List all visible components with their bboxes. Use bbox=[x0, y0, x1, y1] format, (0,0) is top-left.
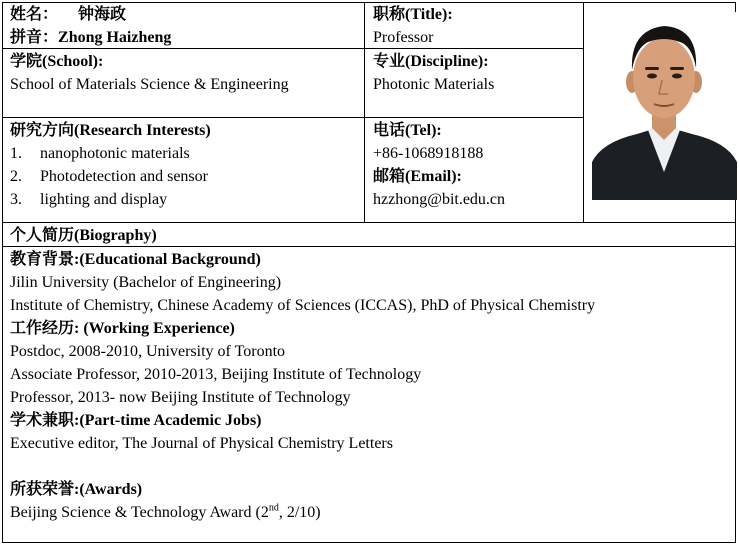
divider-row-2 bbox=[2, 117, 583, 118]
tel-value: +86-1068918188 bbox=[373, 145, 484, 162]
education-label: 教育背景:(Educational Background) bbox=[10, 251, 261, 268]
biography-heading-cell bbox=[10, 224, 157, 247]
discipline-value: Photonic Materials bbox=[373, 76, 495, 93]
education-item: Jilin University (Bachelor of Engineering) bbox=[10, 274, 282, 291]
research-item: 2. Photodetection and sensor bbox=[10, 168, 208, 185]
school-cell bbox=[10, 50, 289, 96]
school-label: 学院(School): bbox=[10, 53, 104, 70]
research-cell bbox=[10, 119, 211, 211]
parttime-label: 学术兼职:(Part-time Academic Jobs) bbox=[10, 412, 262, 429]
email-link[interactable]: hzzhong@bit.edu.cn bbox=[373, 191, 506, 208]
research-item: 1. nanophotonic materials bbox=[10, 145, 190, 162]
work-item: Associate Professor, 2010-2013, Beijing Institute of Technology bbox=[10, 366, 422, 383]
portrait-icon bbox=[592, 12, 737, 200]
awards-label: 所获荣誉:(Awards) bbox=[10, 481, 143, 498]
divider-col-2 bbox=[583, 2, 584, 223]
discipline-label: 专业(Discipline): bbox=[373, 53, 489, 70]
work-label: 工作经历: (Working Experience) bbox=[10, 320, 235, 337]
biography-heading: 个人简历(Biography) bbox=[10, 227, 157, 244]
divider-row-3 bbox=[2, 222, 736, 223]
education-item: Institute of Chemistry, Chinese Academy of Sciences (ICCAS), PhD of Physical Chemistry bbox=[10, 297, 596, 314]
spacer bbox=[10, 455, 595, 478]
name-line bbox=[10, 3, 171, 26]
award-item: Beijing Science & Technology Award (2nd, 2/10) bbox=[10, 502, 321, 521]
name-value: 钟海政 bbox=[78, 6, 127, 23]
discipline-cell bbox=[373, 50, 494, 96]
research-item: 3. lighting and display bbox=[10, 191, 168, 208]
name-cell bbox=[10, 3, 171, 49]
research-label: 研究方向(Research Interests) bbox=[10, 122, 211, 139]
contact-cell bbox=[373, 119, 505, 211]
pinyin-line bbox=[10, 26, 171, 49]
portrait-photo bbox=[592, 12, 737, 200]
title-label: 职称(Title): bbox=[373, 6, 453, 23]
name-label: 姓名： bbox=[10, 6, 59, 23]
title-value: Professor bbox=[373, 29, 434, 46]
divider-col-1 bbox=[364, 2, 365, 223]
biography-body bbox=[10, 248, 595, 524]
pinyin-value: Zhong Haizheng bbox=[58, 29, 172, 46]
title-cell bbox=[373, 3, 453, 49]
tel-label: 电话(Tel): bbox=[373, 122, 442, 139]
school-value: School of Materials Science & Engineering bbox=[10, 76, 289, 93]
work-item: Postdoc, 2008-2010, University of Toronto bbox=[10, 343, 286, 360]
parttime-item: Executive editor, The Journal of Physical Chemistry Letters bbox=[10, 435, 393, 452]
work-item: Professor, 2013- now Beijing Institute of Technology bbox=[10, 389, 351, 406]
pinyin-label: 拼音： bbox=[10, 29, 59, 46]
email-label: 邮箱(Email): bbox=[373, 168, 462, 185]
